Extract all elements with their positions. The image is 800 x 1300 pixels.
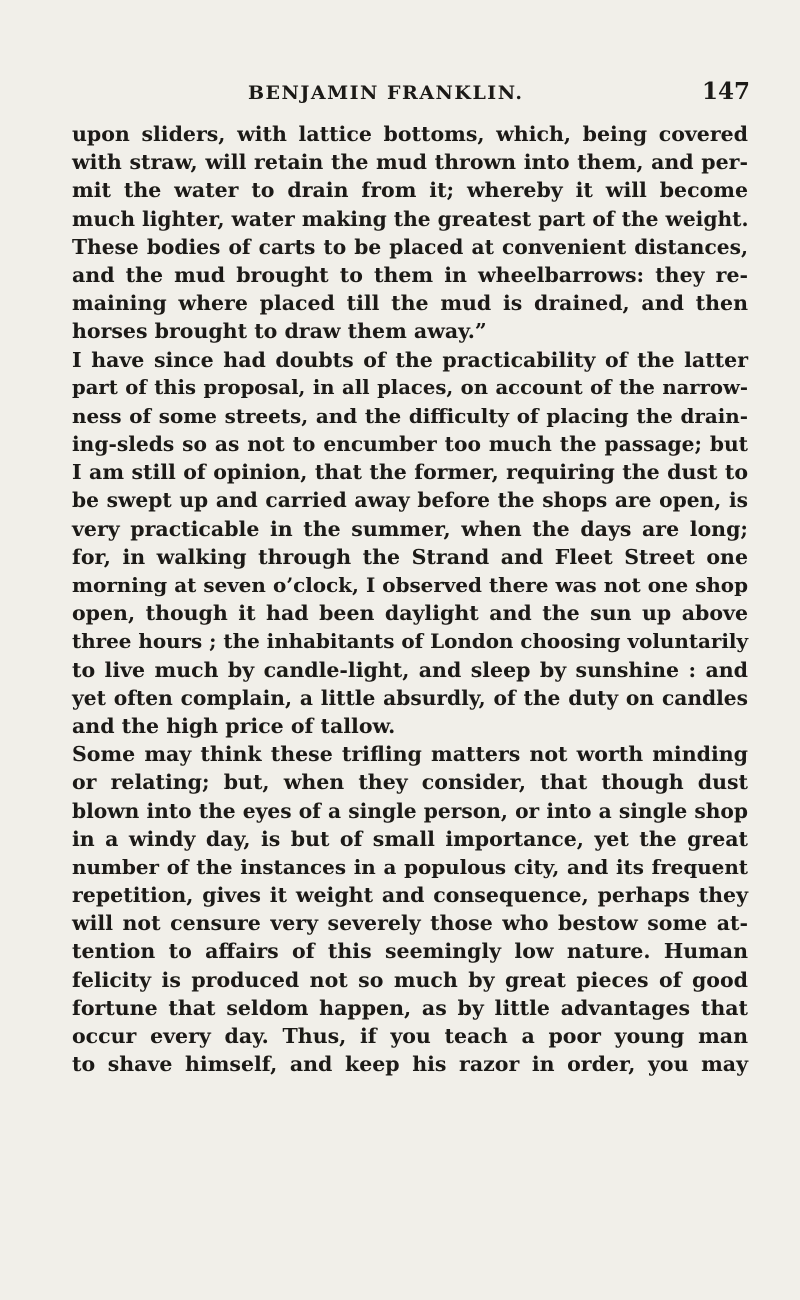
text-line: repetition, gives it weight and consequence, perhaps they (72, 883, 748, 908)
text-line: felicity is produced not so much by great pieces of good (72, 967, 748, 992)
text-line: and the mud brought to them in wheelbarrows: they re- (72, 262, 748, 287)
text-line: and the high price of tallow. (72, 713, 396, 738)
text-line: to live much by candle-light, and sleep by sunshine : and (72, 657, 748, 682)
text-line: or relating; but, when they consider, that though dust (72, 770, 748, 795)
text-line: morning at seven o’clock, I observed there was not one shop (72, 573, 748, 597)
text-line: I have since had doubts of the practicability of the latter (72, 347, 748, 372)
running-title: BENJAMIN FRANKLIN. (248, 82, 524, 104)
running-header (0, 78, 800, 108)
text-line: three hours ; the inhabitants of London choosing voluntarily (72, 629, 749, 654)
text-line: mit the water to drain from it; whereby it will become (72, 178, 748, 203)
text-line: horses brought to draw them away.” (72, 319, 487, 344)
body-text (72, 120, 748, 1078)
text-line: maining where placed till the mud is drained, and then (72, 291, 748, 316)
text-line: much lighter, water making the greatest part of the weight. (72, 206, 749, 231)
text-line: part of this proposal, in all places, on account of the narrow- (72, 375, 748, 399)
text-line: be swept up and carried away before the shops are open, is (72, 488, 748, 513)
text-line: open, though it had been daylight and the sun up above (72, 601, 748, 626)
text-line: number of the instances in a populous city, and its frequent (72, 854, 748, 879)
text-line: Some may think these trifling matters not worth minding (72, 742, 748, 767)
text-line: to shave himself, and keep his razor in order, you may (72, 1052, 748, 1077)
text-line: occur every day. Thus, if you teach a poor young man (72, 1024, 748, 1048)
text-line: with straw, will retain the mud thrown into them, and per- (72, 150, 748, 175)
text-line: upon sliders, with lattice bottoms, which, being covered (72, 122, 748, 146)
text-line: blown into the eyes of a single person, or into a single shop (72, 798, 748, 823)
text-line: tention to affairs of this seemingly low nature. Human (72, 939, 748, 964)
text-line: fortune that seldom happen, as by little advantages that (72, 995, 748, 1020)
text-line: yet often complain, a little absurdly, of the duty on candles (72, 685, 748, 710)
text-line: in a windy day, is but of small importance, yet the great (72, 826, 748, 851)
text-line: will not censure very severely those who bestow some at- (72, 911, 748, 936)
text-line: ness of some streets, and the difficulty of placing the drain- (72, 403, 748, 428)
text-line: These bodies of carts to be placed at convenient distances, (72, 234, 748, 259)
text-line: ing-sleds so as not to encumber too much the passage; but (72, 432, 748, 457)
text-line: for, in walking through the Strand and Fleet Street one (72, 544, 748, 569)
text-line: I am still of opinion, that the former, requiring the dust to (72, 460, 748, 485)
page-number: 147 (702, 78, 751, 105)
text-line: very practicable in the summer, when the days are long; (72, 516, 748, 541)
